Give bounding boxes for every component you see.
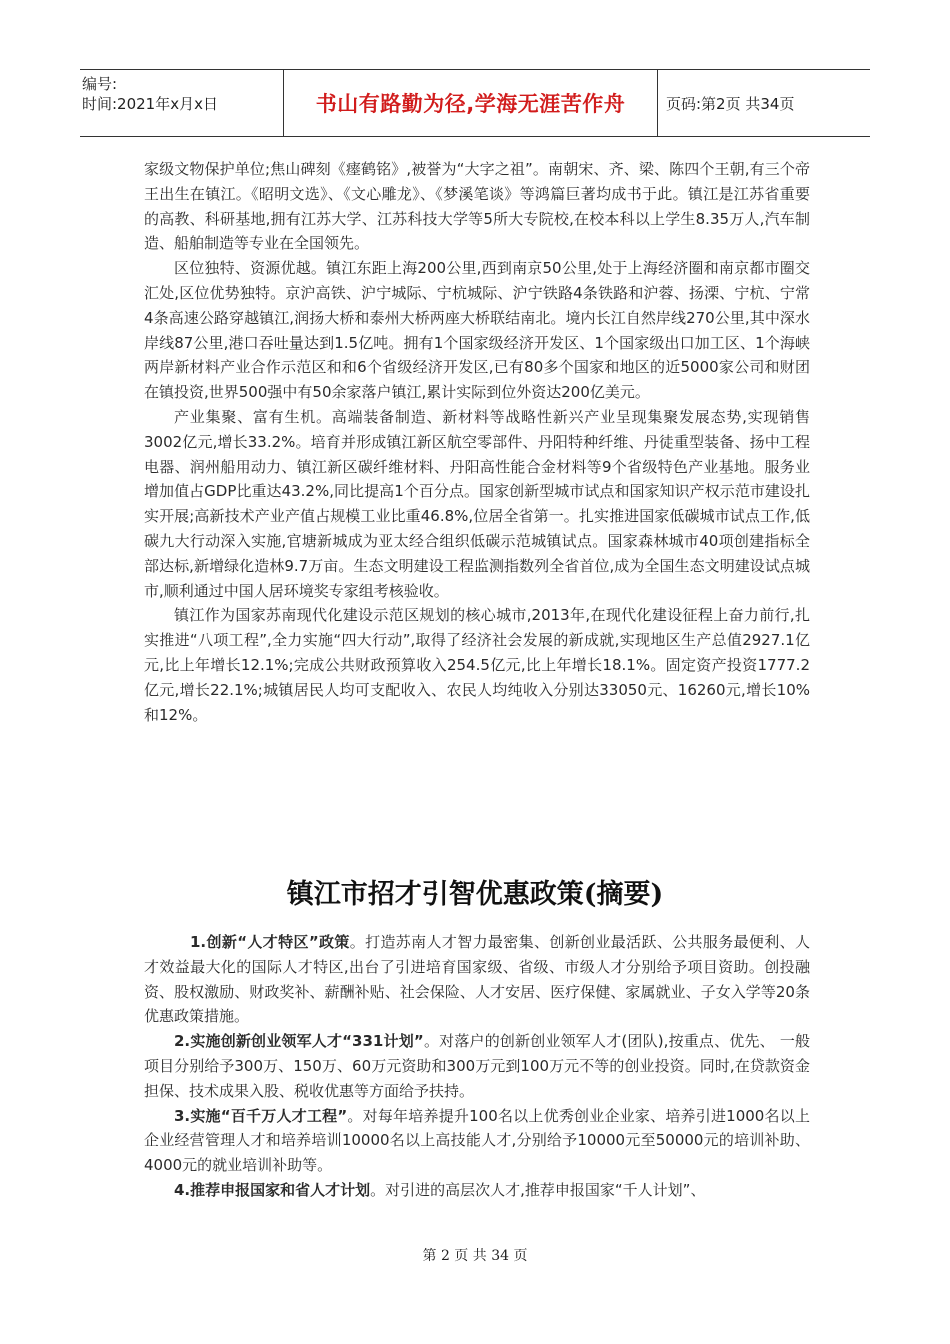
- policy-item-1-text: 。打造苏南人才智力最密集、创新创业最活跃、公共服务最便利、人才效益最大化的国际人才特区,出台了引进培育国家级、省级、市级人才分别给予项目资助。创投融资、股权激励、财政奖补、薪酬补贴、社会保险、人才安居、医疗保健、家属就业、子女入学等20条优惠政策措施。: [144, 933, 810, 1026]
- policy-list: [144, 930, 810, 1203]
- time-label: 时间:2021年x月x日: [82, 95, 218, 113]
- policy-item-1-heading: 1.创新“人才特区”政策: [190, 933, 350, 951]
- policy-item-4-text: 。对引进的高层次人才,推荐申报国家“千人计划”、: [370, 1180, 706, 1199]
- policy-item-3-text: 。对每年培养提升100名以上优秀创业企业家、培养引进1000名以上企业经营管理人才和培养培训10000名以上高技能人才,分别给予10000元至50000元的培训补助、4000元的就业培训补助等。: [144, 1106, 810, 1175]
- section-title: 镇江市招才引智优惠政策(摘要): [286, 879, 664, 910]
- number-label: 编号:: [82, 75, 118, 93]
- policy-item-2: [144, 1029, 810, 1103]
- paragraph-industry: 产业集聚、富有生机。高端装备制造、新材料等战略性新兴产业呈现集聚发展态势,实现销售3002亿元,增长33.2%。培育并形成镇江新区航空零部件、丹阳特种纤维、丹徒重型装备、扬中工程电器、润州船用动力、镇江新区碳纤维材料、丹阳高性能合金材料等9个省级特色产业基地。服务业增加值占GDP比重达43.2%,同比提高1个百分点。国家创新型城市试点和国家知识产权示范市建设扎实开展;高新技术产业产值占规模工业比重46.8%,位居全省第一。扎实推进国家低碳城市试点工作,低碳九大行动深入实施,官塘新城成为亚太经合组织低碳示范城镇试点。国家森林城市40项创建指标全部达标,新增绿化造林9.7万亩。生态文明建设工程监测指数列全省首位,成为全国生态文明建设试点城市,顺利通过中国人居环境奖专家组考核验收。: [144, 407, 810, 600]
- policy-item-1: [144, 930, 810, 1029]
- header-page-info: 页码:第2页 共34页: [666, 94, 795, 113]
- page-header: [80, 69, 870, 137]
- policy-item-4-heading: 4.推荐申报国家和省人才计划: [174, 1180, 371, 1199]
- policy-item-3: [144, 1104, 810, 1178]
- intro-section: [144, 157, 810, 727]
- policy-item-4: [144, 1178, 810, 1203]
- policy-item-3-heading: 3.实施“百千万人才工程”: [174, 1106, 348, 1125]
- header-meta-cell: [80, 70, 284, 136]
- paragraph-location: 区位独特、资源优越。镇江东距上海200公里,西到南京50公里,处于上海经济圈和南京都市圈交汇处,区位优势独特。京沪高铁、沪宁城际、宁杭城际、沪宁铁路4条铁路和沪蓉、扬溧、宁杭、宁常4条高速公路穿越镇江,润扬大桥和泰州大桥两座大桥联结南北。境内长江自然岸线270公里,其中深水岸线87公里,港口吞吐量达到1.5亿吨。拥有1个国家级经济开发区、1个国家级出口加工区、1个海峡两岸新材料产业合作示范区和和6个省级经济开发区,已有80多个国家和地区的近5000家公司和财团在镇投资,世界500强中有50余家落户镇江,累计实际到位外资达200亿美元。: [144, 259, 810, 402]
- paragraph-heritage: 家级文物保护单位;焦山碑刻《瘗鹤铭》,被誉为“大字之祖”。南朝宋、齐、梁、陈四个王朝,有三个帝王出生在镇江。《昭明文选》、《文心雕龙》、《梦溪笔谈》等鸿篇巨著均成书于此。镇江是江苏省重要的高教、科研基地,拥有江苏大学、江苏科技大学等5所大专院校,在校本科以上学生8.35万人,汽车制造、船舶制造等专业在全国领先。: [144, 160, 810, 253]
- header-motto: 书山有路勤为径,学海无涯苦作舟: [284, 70, 658, 136]
- policy-item-2-text: 。对落户的创新创业领军人才(团队),按重点、优先、 一般项目分别给予300万、150万、60万元资助和300万元到100万元不等的创业投资。同时,在贷款资金担保、技术成果入股、税收优惠等方面给予扶持。: [144, 1032, 810, 1100]
- policy-item-2-heading: 2.实施创新创业领军人才“331计划”: [174, 1032, 424, 1051]
- paragraph-economy: 镇江作为国家苏南现代化建设示范区规划的核心城市,2013年,在现代化建设征程上奋力前行,扎实推进“八项工程”,全力实施“四大行动”,取得了经济社会发展的新成就,实现地区生产总值2927.1亿元,比上年增长12.1%;完成公共财政预算收入254.5亿元,比上年增长18.1%。固定资产投资1777.2亿元,增长22.1%;城镇居民人均可支配收入、农民人均纯收入分别达33050元、16260元,增长10%和12%。: [144, 606, 810, 724]
- page-footer: 第 2 页 共 34 页: [422, 1248, 528, 1264]
